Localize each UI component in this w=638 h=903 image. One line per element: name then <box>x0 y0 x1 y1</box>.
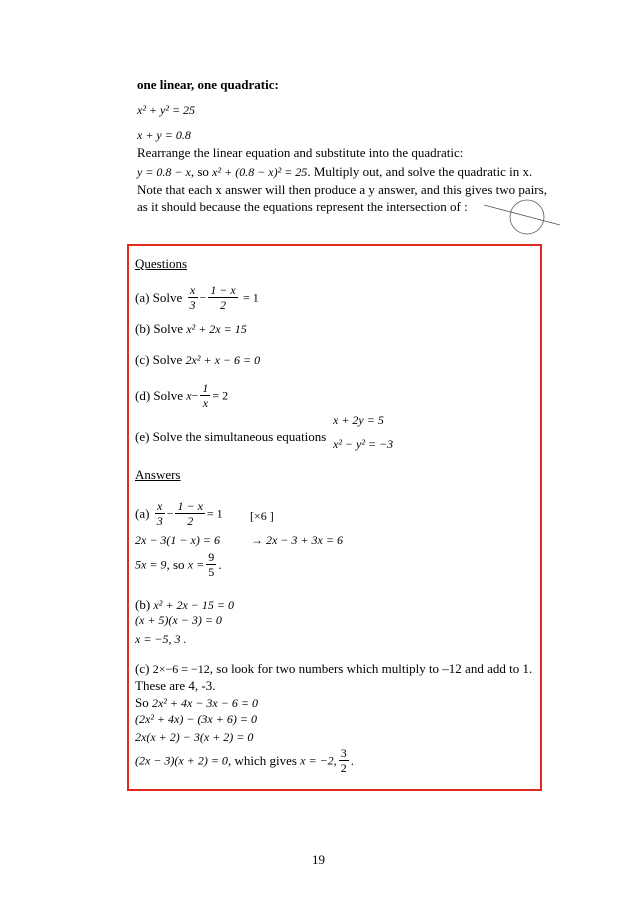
fraction: $\frac{9}{5}$ <box>208 550 215 579</box>
question-a: (a) Solve $\frac{x}{3}$ − $\frac{1 - x}{2}$ = 1 <box>135 283 259 312</box>
fraction: $\frac{x}{3}$ <box>189 283 196 312</box>
answers-heading: Answers <box>135 467 181 482</box>
answer-a-line-2: 2x − 3(1 − x) = 6 <box>135 533 220 547</box>
equation-circle: x² + y² = 25 <box>137 103 196 117</box>
question-c-equation: 2x² + x − 6 = 0 <box>185 353 261 367</box>
circle-line-diagram <box>482 193 562 243</box>
answer-a-multiplier: [×6 ] <box>250 509 274 523</box>
page-number: 19 <box>312 852 325 867</box>
answer-c-line-2: These are 4, -3. <box>135 678 216 693</box>
question-d: (d) Solve x− $\frac{1}{x}$ = 2 <box>135 381 229 410</box>
answer-c-line-1: (c) 2×−6 = −12, so look for two numbers which multiply to –12 and add to 1. <box>135 661 533 676</box>
question-c <box>135 353 260 366</box>
answer-c-line-6: (2x − 3)(x + 2) = 0, which gives x = −2, $\frac{3}{2}$ . <box>135 746 354 775</box>
fraction: $\frac{1}{x}$ <box>202 381 209 410</box>
answer-c-line-3: So 2x² + 4x − 3x − 6 = 0 <box>135 695 258 710</box>
question-b-label: (b) Solve <box>135 321 184 336</box>
answer-a-line-2-arrow: → 2x − 3 + 3x = 6 <box>251 533 343 547</box>
substituted-quadratic: x² + (0.8 − x)² = 25 <box>212 165 308 179</box>
question-a-label: (a) Solve <box>135 290 183 305</box>
question-e-eq1: x + 2y = 5 <box>333 413 384 427</box>
question-c-label: (c) Solve <box>135 352 183 367</box>
so-text: , so <box>190 164 209 179</box>
intro-line-4: as it should because the equations represent the intersection of : <box>137 199 468 214</box>
fraction: $\frac{1 - x}{2}$ <box>210 283 236 312</box>
answer-a-line-1: (a) $\frac{x}{3}$ − $\frac{1 - x}{2}$ = 1 <box>135 499 223 528</box>
answer-b-line-2: (x + 5)(x − 3) = 0 <box>135 613 222 627</box>
answer-b-line-1: (b) x² + 2x − 15 = 0 <box>135 597 234 612</box>
equation-linear: x + y = 0.8 <box>137 128 191 142</box>
question-e-eq2: x² − y² = −3 <box>333 437 394 451</box>
fraction: $\frac{1 - x}{2}$ <box>177 499 203 528</box>
answer-a-line-3: 5x = 9, so x = $\frac{9}{5}$ . <box>135 550 222 579</box>
question-e-label: (e) Solve the simultaneous equations <box>135 429 327 444</box>
answer-c-line-4: (2x² + 4x) − (3x + 6) = 0 <box>135 712 257 726</box>
question-b <box>135 322 247 335</box>
questions-heading: Questions <box>135 256 187 271</box>
fraction: $\frac{3}{2}$ <box>340 746 347 775</box>
fraction: $\frac{x}{3}$ <box>156 499 163 528</box>
section-heading: one linear, one quadratic: <box>137 77 279 92</box>
intro-line-1: Rearrange the linear equation and substitute into the quadratic: <box>137 145 464 160</box>
intro-line-2 <box>137 165 532 178</box>
answer-c-line-5: 2x(x + 2) − 3(x + 2) = 0 <box>135 730 254 744</box>
intro-line-3: Note that each x answer will then produce a y answer, and this gives two pairs, <box>137 182 547 197</box>
question-d-label: (d) Solve <box>135 388 184 403</box>
answer-b-line-3: x = −5, 3 . <box>135 632 187 646</box>
intro-line-2-tail: . Multiply out, and solve the quadratic in x. <box>307 164 533 179</box>
substitution-eq: y = 0.8 − x <box>137 165 191 179</box>
question-b-equation: x² + 2x = 15 <box>186 322 247 336</box>
